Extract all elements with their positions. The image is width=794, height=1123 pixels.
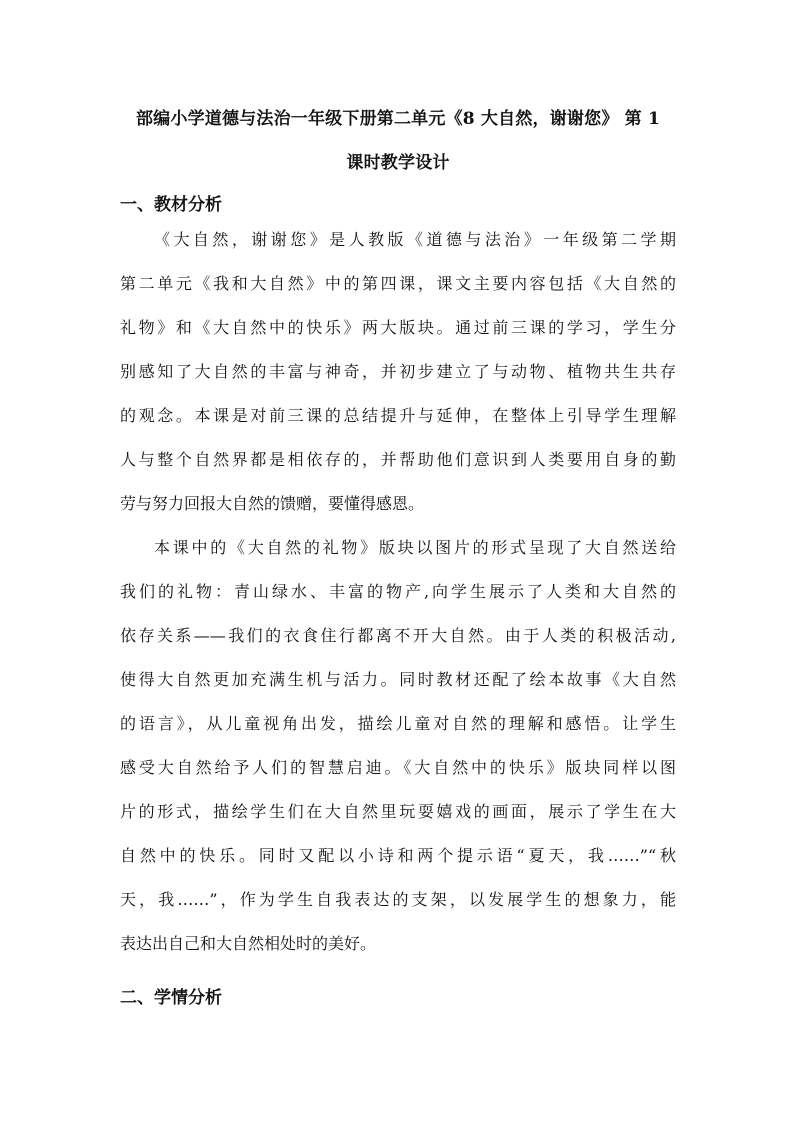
paragraph-1-line: 劳与努力回报大自然的馈赠，要懂得感恩。 — [120, 494, 425, 513]
paragraph-1-line: 《大自然，谢谢您》是人教版《道德与法治》一年级第二学期 — [154, 230, 676, 249]
paragraph-2-line: 自然中的快乐。同时又配以小诗和两个提示语“夏天，我……”“秋 — [120, 846, 676, 865]
paragraph-2-line: 我们的礼物：青山绿水、丰富的物产,向学生展示了人类和大自然的 — [120, 582, 676, 601]
paragraph-2-line: 本课中的《大自然的礼物》版块以图片的形式呈现了大自然送给 — [154, 538, 676, 557]
paragraph-1-line: 的观念。本课是对前三课的总结提升与延伸，在整体上引导学生理解 — [120, 406, 676, 425]
paragraph-2-line: 使得大自然更加充满生机与活力。同时教材还配了绘本故事《大自然 — [120, 670, 676, 689]
paragraph-2-line: 天，我……”，作为学生自我表达的支架，以发展学生的想象力，能 — [120, 890, 676, 909]
paragraph-1-line: 人与整个自然界都是相依存的，并帮助他们意识到人类要用自身的勤 — [120, 450, 676, 469]
paragraph-1-line: 别感知了大自然的丰富与神奇，并初步建立了与动物、植物共生共存 — [120, 362, 676, 381]
paragraph-2-line: 的语言》，从儿童视角出发，描绘儿童对自然的理解和感悟。让学生 — [120, 714, 676, 733]
document-title-line-2: 课时教学设计 — [346, 153, 450, 173]
section-heading-textbook-analysis: 一、教材分析 — [120, 195, 222, 215]
paragraph-2-line: 感受大自然给予人们的智慧启迪。《大自然中的快乐》版块同样以图 — [120, 758, 676, 777]
document-title-line-1: 部编小学道德与法治一年级下册第二单元《8 大自然，谢谢您》 第 1 — [135, 109, 660, 129]
section-heading-student-analysis: 二、学情分析 — [120, 988, 222, 1008]
paragraph-1-line: 礼物》和《大自然中的快乐》两大版块。通过前三课的学习，学生分 — [120, 318, 676, 337]
paragraph-1-line: 第二单元《我和大自然》中的第四课，课文主要内容包括《大自然的 — [120, 274, 676, 293]
paragraph-2-line: 依存关系——我们的衣食住行都离不开大自然。由于人类的积极活动, — [120, 626, 676, 645]
paragraph-2-line: 片的形式，描绘学生们在大自然里玩耍嬉戏的画面，展示了学生在大 — [120, 802, 676, 821]
paragraph-2-line: 表达出自己和大自然相处时的美好。 — [120, 934, 377, 953]
